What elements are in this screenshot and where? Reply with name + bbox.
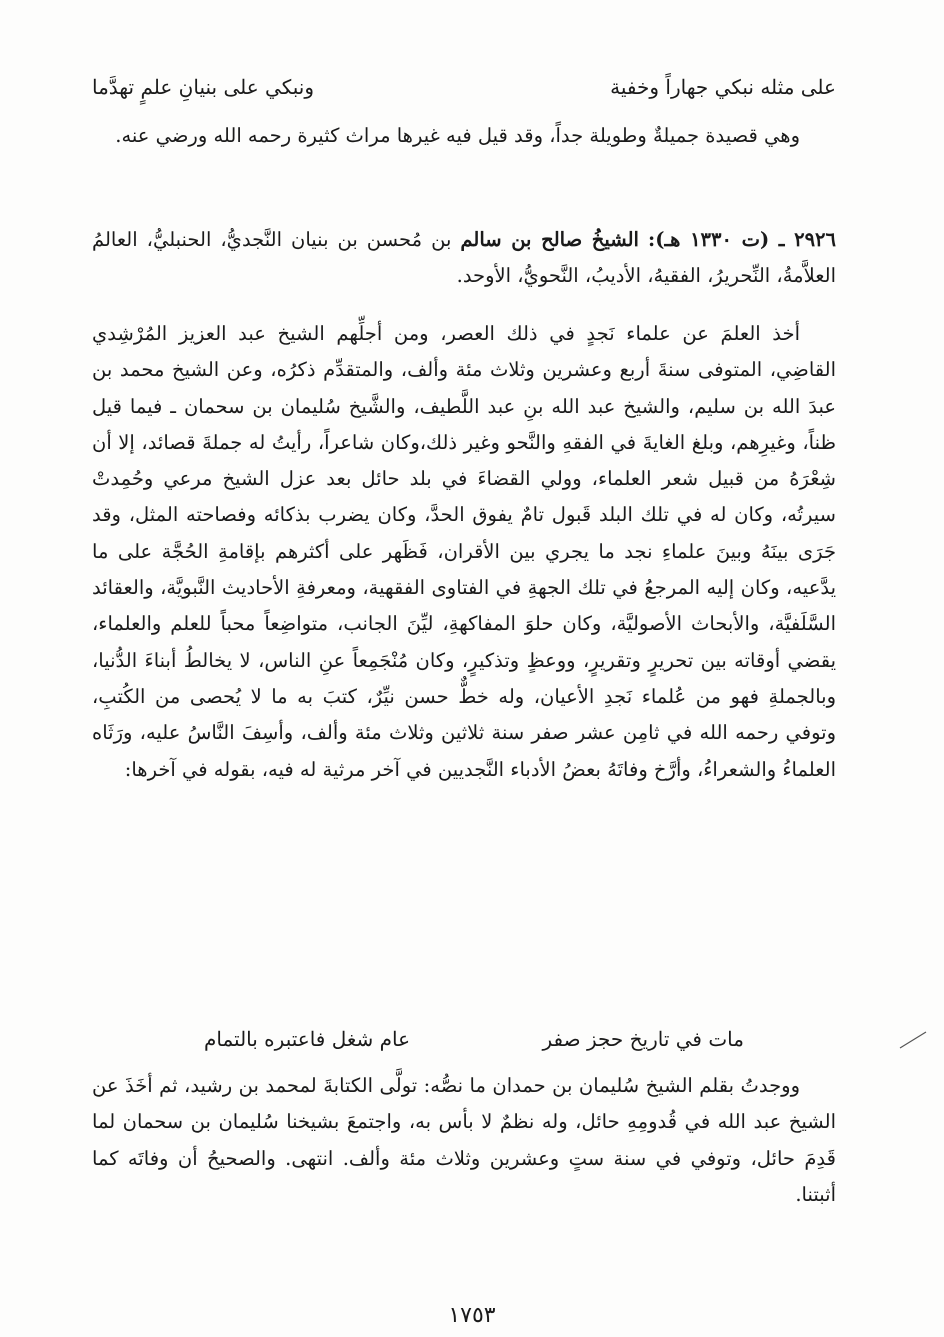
margin-pen-mark	[896, 1024, 936, 1054]
entry-number: ٢٩٢٦ ـ (ت ١٣٣٠ هـ):	[648, 228, 837, 251]
entry-heading	[92, 222, 836, 295]
note-paragraph	[92, 1068, 836, 1213]
intro-paragraph	[92, 118, 836, 154]
verse-hemistich-second: عام شغل فاعتبره بالتمام	[204, 1027, 411, 1051]
biography-paragraph	[92, 316, 836, 788]
entry-name-rest: بن مُحسن بن بنيان النَّجديُّ، الحنبليُّ، العالمُ العلاَّمةُ، النِّحريرُ، الفقيهُ، الأديبُ، النَّحويُّ، الأوحد.	[92, 228, 836, 288]
entry-name: الشيخُ صالح بن سالم	[460, 228, 639, 251]
page-number: ١٧٥٣	[448, 1303, 496, 1328]
note-paragraph-text: ووجدتُ بقلم الشيخ سُليمان بن حمدان ما نصُّه: تولَّى الكتابةَ لمحمد بن رشيد، ثم أخَذَ عن الشيخ عبد الله في قُدومِهِ حائل، وله نظمٌ لا بأس به، واجتمعَ بشيخنا سُليمان بن سحمان لما قَدِمَ حائل، وتوفي في سنة ستٍ وعشرين وثلاث مئة وألف. انتهى. والصحيحُ أن وفاتَه كما أثبتنا.	[92, 1074, 836, 1206]
verse-hemistich-second: ونبكي على بنيانِ علمٍ تهدَّما	[92, 75, 315, 99]
verse-hemistich-first: على مثله نبكي جهاراً وخفية	[610, 75, 836, 99]
entry-heading-text	[92, 222, 836, 295]
biography-text: أخذ العلمَ عن علماء نَجدٍ في ذلك العصر، ومن أجلِّهم الشيخ عبد العزيز المُرْشِدي القاضِي، المتوفى سنةَ أربع وعشرين وثلاث مئة وألف، والمتقدِّم ذكرُه، وعن الشيخ محمد بن عبدَ الله بن سليم، والشيخ عبد الله بنِ عبد اللَّطيف، والشَّيخ سُليمان بن سحمان ـ فيما قيل ظناً، وغيرِهم، وبلغ الغايةَ في الفقهِ والنَّحو وغير ذلك،وكان شاعراً، رأيتُ له جملةَ قصائد، إلا أن شِعْرَهُ من قبيل شعر العلماء، وولي القضاءَ في بلد حائل بعد عزل الشيخ مرعي وحُمِدتْ سيرتُه، وكان له في تلك البلد قَبول تامٌ يفوق الحدَّ، وكان يضرب بذكائه وفصاحته المثل، وقد جَرَى بينَهُ وبينَ علماءِ نجد ما يجري بين الأقران، فَظَهر على أكثرهم بإقامةِ الحُجَّة على ما يدَّعيه، وكان إليه المرجعُ في تلك الجهةِ في الفتاوى الفقهية، ومعرفةِ الأحاديث النَّبويَّة، والعقائد السَّلَفيَّة، والأبحاث الأصوليَّة، وكان حلوَ المفاكهةِ، ليِّنَ الجانب، متواضِعاً محباً للعلم والعلماء، يقضي أوقاته بين تحريرٍ وتقريرٍ، ووعظٍ وتذكيرٍ، وكان مُنْجَمِعاً عنِ الناس، لا يخالطُ أبناءَ الدُّنيا، وبالجملةِ فهو من عُلماء نَجدِ الأعيان، وله خطٌّ حسن نيِّرٌ، كتبَ به ما لا يُحصى من الكُتبِ، وتوفي رحمه الله في ثامِن عشر صفر سنة ثلاثين وثلاث مئة وألف، وأسِفَ النَّاسُ عليه، ورَثَاه العلماءُ والشعراءُ، وأرَّخ وفاتَهُ بعضُ الأدباء النَّجديين في آخر مرثية له فيه، بقوله في آخرها:	[92, 322, 836, 781]
verse-hemistich-first: مات في تاريخ حجز صفر	[542, 1027, 744, 1051]
intro-paragraph-text: وهي قصيدة جميلةٌ وطويلة جداً، وقد قيل فيه غيرها مراث كثيرة رحمه الله ورضي عنه.	[115, 124, 800, 147]
